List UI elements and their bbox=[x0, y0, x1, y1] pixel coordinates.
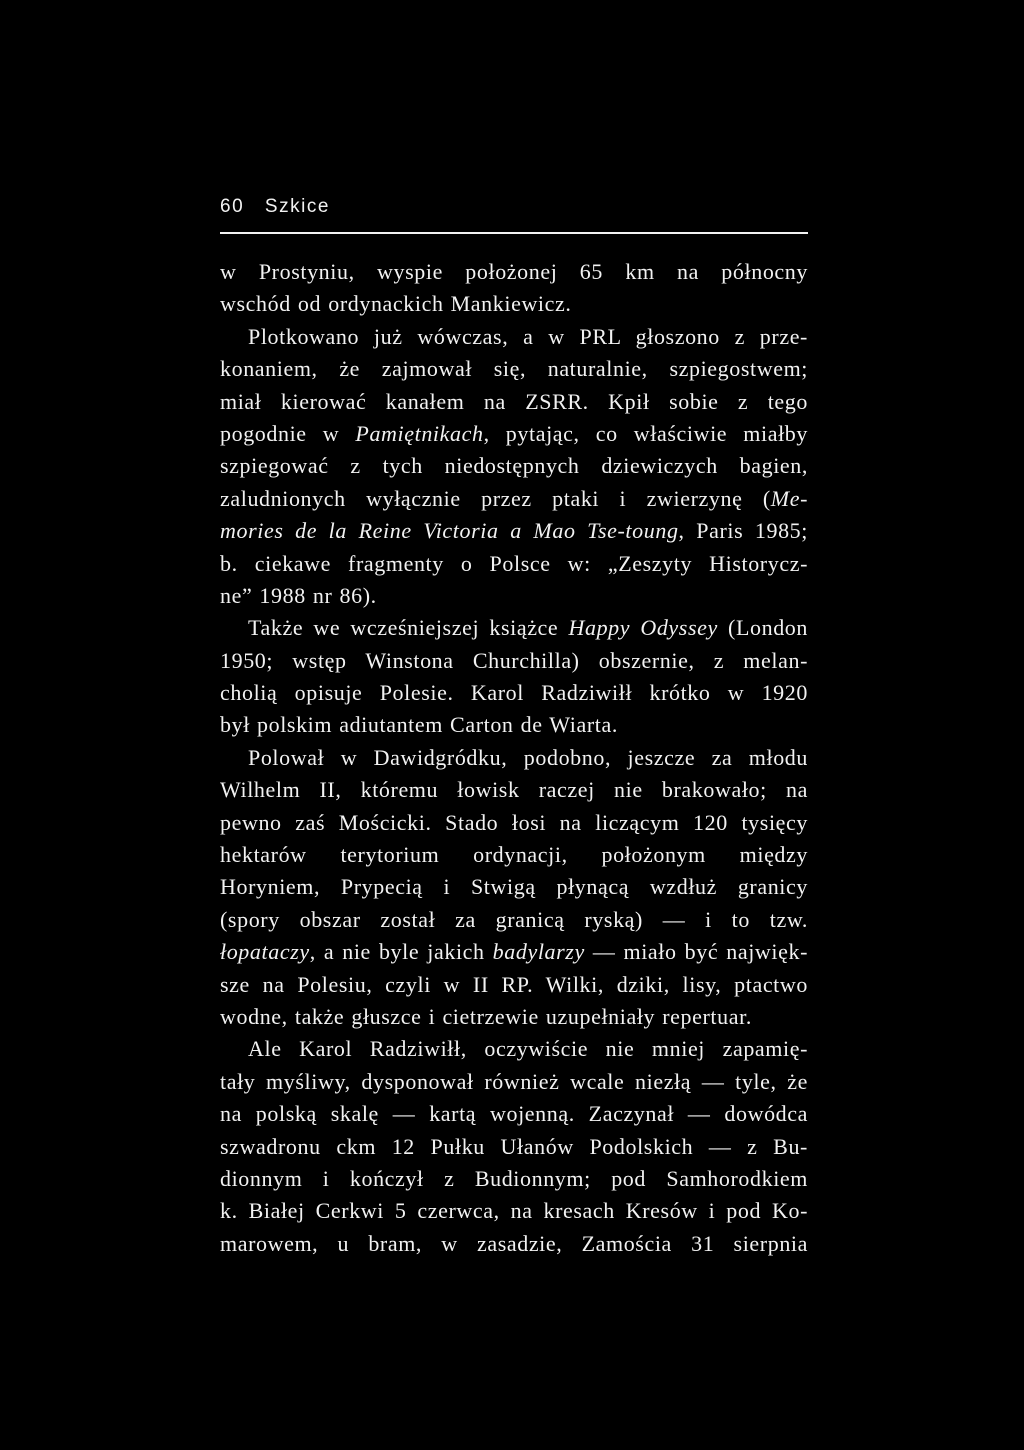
text-span: pewno zaś Mościcki. Stado łosi na liczącym 120 tysięcy bbox=[220, 809, 808, 835]
text-line bbox=[220, 645, 808, 677]
text-span: wodne, także głuszce i cietrzewie uzupełniały repertuar. bbox=[220, 1003, 752, 1029]
text-line bbox=[220, 450, 808, 482]
page-number: 60 bbox=[220, 196, 245, 217]
text-span: b. ciekawe fragmenty o Polsce w: „Zeszyty Historycz- bbox=[220, 550, 808, 576]
text-span: Ale Karol Radziwiłł, oczywiście nie mniej zapamię- bbox=[248, 1036, 808, 1062]
text-span: 1950; wstęp Winstona Churchilla) obszernie, z melan- bbox=[220, 647, 808, 673]
running-header bbox=[220, 196, 330, 218]
text-line bbox=[220, 1228, 808, 1260]
text-line bbox=[220, 548, 808, 580]
text-line bbox=[220, 1066, 808, 1098]
text-span: Także we wcześniejszej książce bbox=[248, 615, 569, 641]
text-span: tały myśliwy, dysponował również wcale niezłą — tyle, że bbox=[220, 1068, 808, 1094]
text-line bbox=[220, 969, 808, 1001]
text-span: Horyniem, Prypecią i Stwigą płynącą wzdłuż granicy bbox=[220, 874, 808, 900]
text-span: ne” 1988 nr 86). bbox=[220, 582, 377, 608]
text-span: , a nie byle jakich bbox=[309, 939, 493, 965]
text-span: , pytając, co właściwie miałby bbox=[483, 420, 808, 446]
text-line bbox=[220, 936, 808, 968]
text-span: marowem, u bram, w zasadzie, Zamościa 31 sierpnia bbox=[220, 1230, 808, 1256]
text-line bbox=[220, 774, 808, 806]
text-line bbox=[220, 807, 808, 839]
text-line bbox=[220, 1163, 808, 1195]
text-span: hektarów terytorium ordynacji, położonym między bbox=[220, 842, 808, 868]
text-line bbox=[220, 1033, 808, 1065]
text-span: — miało być najwięk- bbox=[584, 939, 808, 965]
text-line bbox=[220, 871, 808, 903]
text-span: miał kierować kanałem na ZSRR. Kpił sobie z tego bbox=[220, 388, 808, 414]
text-span: cholią opisuje Polesie. Karol Radziwiłł krótko w 1920 bbox=[220, 680, 808, 706]
text-line bbox=[220, 677, 808, 709]
text-line bbox=[220, 709, 808, 741]
text-line bbox=[220, 256, 808, 288]
text-line bbox=[220, 1001, 808, 1033]
text-line bbox=[220, 742, 808, 774]
text-span: szpiegować z tych niedostępnych dziewiczych bagien, bbox=[220, 453, 808, 479]
text-line bbox=[220, 353, 808, 385]
text-span: , Paris 1985; bbox=[678, 518, 808, 544]
body-text bbox=[220, 256, 808, 1260]
italic-text: Happy Odyssey bbox=[568, 615, 718, 641]
italic-text: badylarzy bbox=[492, 939, 585, 965]
italic-text: Me- bbox=[770, 485, 808, 511]
text-line bbox=[220, 1195, 808, 1227]
italic-text: mories de la Reine Victoria a Mao Tse-toung bbox=[220, 518, 679, 544]
text-span: sze na Polesiu, czyli w II RP. Wilki, dziki, lisy, ptactwo bbox=[220, 971, 808, 997]
text-line bbox=[220, 1098, 808, 1130]
text-line bbox=[220, 418, 808, 450]
text-span: (London bbox=[717, 615, 808, 641]
text-span: Wilhelm II, któremu łowisk raczej nie brakowało; na bbox=[220, 777, 808, 803]
text-line bbox=[220, 321, 808, 353]
text-span: szwadronu ckm 12 Pułku Ułanów Podolskich — z Bu- bbox=[220, 1133, 808, 1159]
text-line bbox=[220, 483, 808, 515]
text-span: dionnym i kończył z Budionnym; pod Samhorodkiem bbox=[220, 1165, 808, 1191]
text-span: (spory obszar został za granicą ryską) — i to tzw. bbox=[220, 906, 808, 932]
text-line bbox=[220, 839, 808, 871]
text-span: na polską skalę — kartą wojenną. Zaczynał — dowódca bbox=[220, 1101, 808, 1127]
italic-text: Pamiętnikach bbox=[355, 420, 484, 446]
text-span: zaludnionych wyłącznie przez ptaki i zwierzynę ( bbox=[220, 485, 771, 511]
text-line bbox=[220, 1131, 808, 1163]
text-span: w Prostyniu, wyspie położonej 65 km na północny bbox=[220, 259, 808, 284]
text-line bbox=[220, 580, 808, 612]
text-span: konaniem, że zajmował się, naturalnie, szpiegostwem; bbox=[220, 356, 808, 382]
italic-text: łopataczy bbox=[220, 939, 310, 965]
text-span: Plotkowano już wówczas, a w PRL głoszono z prze- bbox=[248, 323, 808, 349]
text-span: pogodnie w bbox=[220, 420, 356, 446]
text-line bbox=[220, 904, 808, 936]
text-line bbox=[220, 288, 808, 320]
text-line bbox=[220, 515, 808, 547]
text-span: wschód od ordynackich Mankiewicz. bbox=[220, 291, 572, 317]
text-span: był polskim adiutantem Carton de Wiarta. bbox=[220, 712, 618, 738]
text-line bbox=[220, 612, 808, 644]
header-rule bbox=[220, 232, 808, 234]
text-span: Polował w Dawidgródku, podobno, jeszcze za młodu bbox=[248, 744, 808, 770]
text-span: k. Białej Cerkwi 5 czerwca, na kresach Kresów i pod Ko- bbox=[220, 1198, 808, 1224]
text-line bbox=[220, 386, 808, 418]
section-title: Szkice bbox=[264, 196, 330, 217]
